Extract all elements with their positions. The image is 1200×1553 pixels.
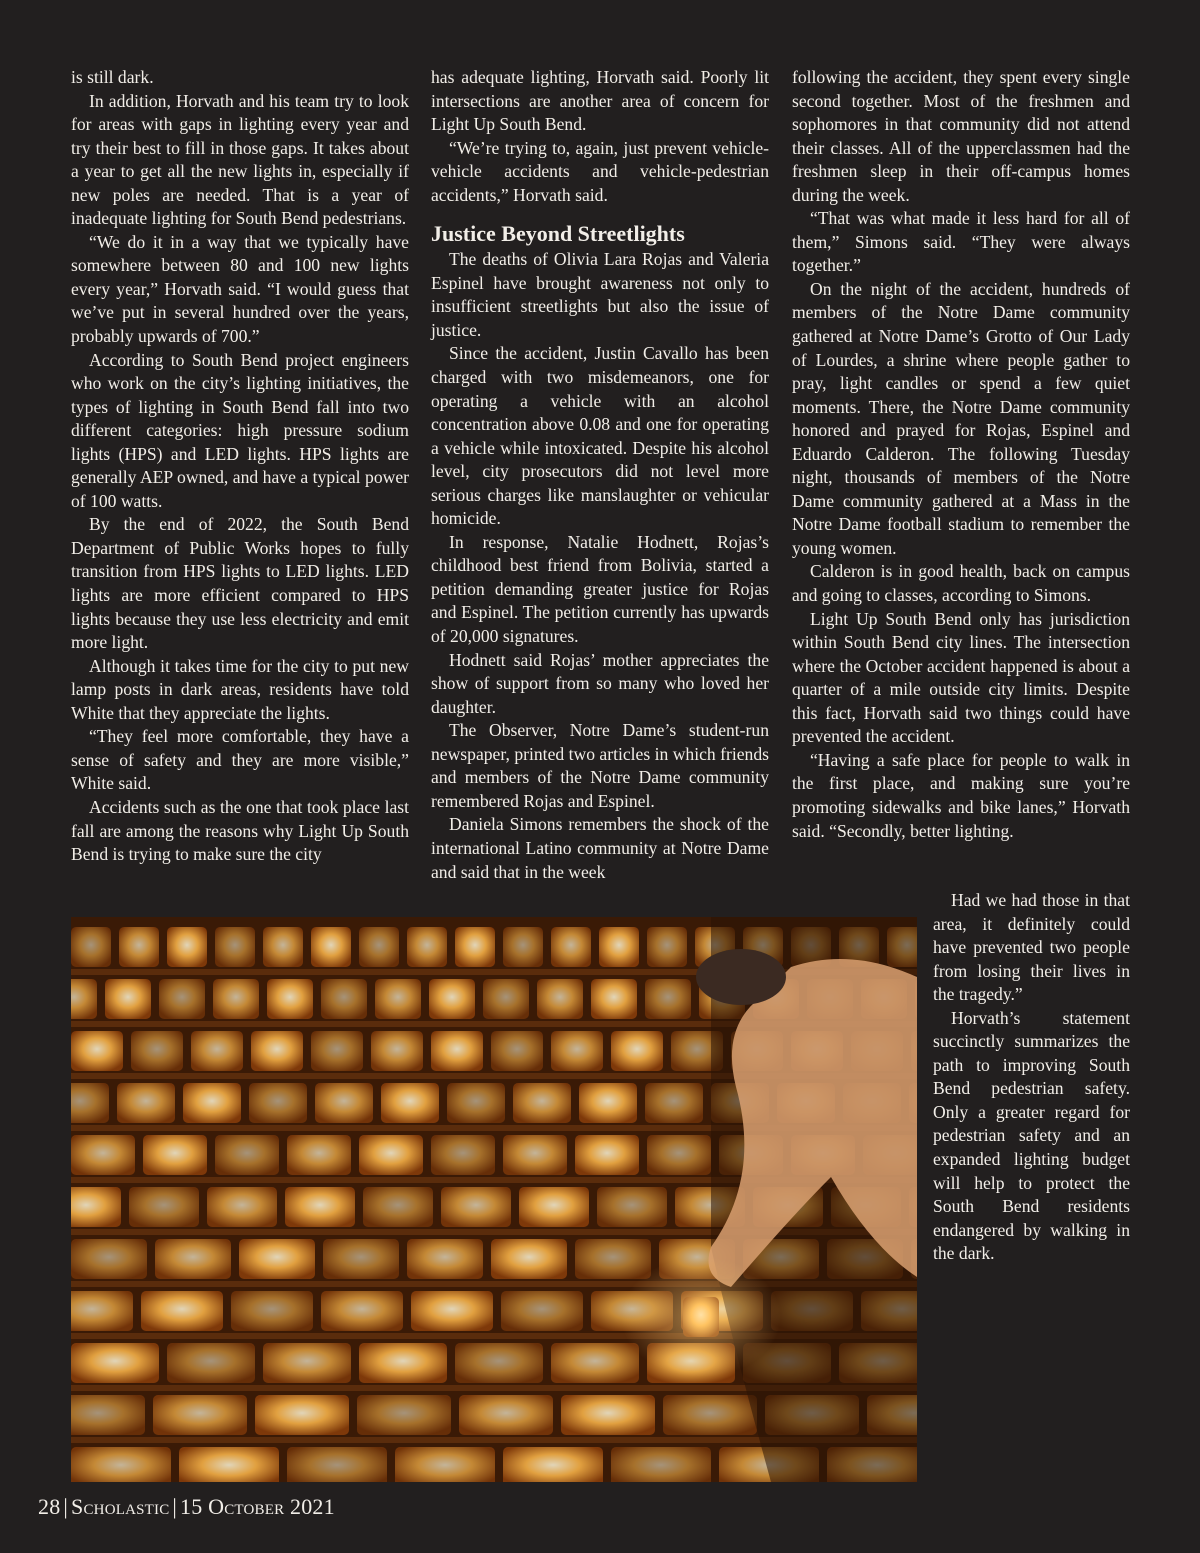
paragraph: “We’re trying to, again, just prevent vehicle-vehicle accidents and vehicle-pedestrian accidents,” Horvath said.	[431, 137, 769, 205]
candle	[491, 1031, 543, 1071]
paragraph: Since the accident, Justin Cavallo has been charged with two misdemeanors, one for operating a vehicle with an alcohol concentration above 0.08 and one for operating a vehicle while intoxicated. Despite his alcohol level, city prosecutors did not level more serious charges like manslaughter or vehicular homicide.	[431, 343, 769, 529]
candle	[375, 979, 421, 1019]
candle	[129, 1187, 199, 1227]
candle	[71, 1395, 145, 1435]
person-hat	[696, 949, 786, 1005]
section-subhead: Justice Beyond Streetlights	[431, 221, 685, 247]
candle	[179, 1447, 279, 1482]
paragraph: “They feel more comfortable, they have a sense of safety and they are more visible,” White said.	[71, 726, 409, 794]
column-2-intro	[431, 66, 769, 207]
candle	[503, 1135, 567, 1175]
paragraph: The Observer, Notre Dame’s student-run newspaper, printed two articles in which friends and members of the Notre Dame community remembered Rojas and Espinel.	[431, 720, 769, 811]
candle	[267, 979, 313, 1019]
candle	[255, 1395, 349, 1435]
paragraph: By the end of 2022, the South Bend Department of Public Works hopes to fully transition from HPS lights to LED lights. LED lights are more efficient compared to HPS lights because they use less electricity and emit more light.	[71, 514, 409, 653]
candle	[513, 1083, 571, 1123]
candle	[503, 927, 543, 967]
page-footer	[38, 1494, 335, 1520]
page-number: 28	[38, 1494, 61, 1519]
candle	[119, 927, 159, 967]
candle	[287, 1135, 351, 1175]
publication-name: Scholastic	[71, 1494, 170, 1519]
candle	[215, 1135, 279, 1175]
candle	[263, 927, 303, 967]
paragraph: Calderon is in good health, back on campus and going to classes, according to Simons.	[792, 561, 1130, 606]
paragraph: Accidents such as the one that took place last fall are among the reasons why Light Up South Bend is trying to make sure the city	[71, 796, 409, 865]
candle	[153, 1395, 247, 1435]
candle	[231, 1291, 313, 1331]
candle	[363, 1187, 433, 1227]
candle	[321, 1291, 403, 1331]
candle	[131, 1031, 183, 1071]
candle	[315, 1083, 373, 1123]
candle	[591, 979, 637, 1019]
candle	[239, 1239, 315, 1279]
candle	[71, 1447, 171, 1482]
paragraph: “That was what made it less hard for all of them,” Simons said. “They were always together.”	[792, 208, 1130, 276]
candle	[407, 1239, 483, 1279]
candle	[191, 1031, 243, 1071]
candle	[663, 1395, 757, 1435]
candle	[501, 1291, 583, 1331]
candle	[311, 927, 351, 967]
candle	[459, 1395, 553, 1435]
candle	[561, 1395, 655, 1435]
candle	[519, 1187, 589, 1227]
candle	[551, 927, 591, 967]
candle	[579, 1083, 637, 1123]
candle-vigil-photo	[71, 917, 917, 1482]
candle	[71, 1031, 123, 1071]
candle	[611, 1031, 663, 1071]
candle	[447, 1083, 505, 1123]
candle	[599, 927, 639, 967]
paragraph: According to South Bend project engineers who work on the city’s lighting initiatives, the types of lighting in South Bend fall into two different categories: high pressure sodium lights (HPS) and LED lights. HPS lights are generally AEP owned, and have a typical power of 100 watts.	[71, 349, 409, 511]
candle	[503, 1447, 603, 1482]
paragraph: On the night of the accident, hundreds of members of the Notre Dame community gathered at Notre Dame’s Grotto of Our Lady of Lourdes, a shrine where people gather to pray, light candles or spend a few quiet moments. There, the Notre Dame community honored and prayed for Rojas, Espinel and Eduardo Calderon. The following Tuesday night, thousands of members of the Notre Dame community gathered at a Mass in the Notre Dame football stadium to remember the young women.	[792, 278, 1130, 558]
candle	[71, 1135, 135, 1175]
candle	[645, 979, 691, 1019]
candle	[71, 1343, 159, 1383]
paragraph: Daniela Simons remembers the shock of the international Latino community at Notre Dame and said that in the week	[431, 814, 769, 882]
candle	[551, 1031, 603, 1071]
paragraph: Horvath’s statement succinctly summarizes the path to improving South Bend pedestrian safety. Only a greater regard for pedestrian safety and an expanded lighting budget will help to protect the South Bend residents endangered by walking in the dark.	[933, 1007, 1130, 1264]
candle	[215, 927, 255, 967]
paragraph: Hodnett said Rojas’ mother appreciates the show of support from so many who loved her daughter.	[431, 649, 769, 717]
candle	[431, 1135, 495, 1175]
column-2-body	[431, 248, 769, 884]
candle	[381, 1083, 439, 1123]
article-column-1	[71, 66, 409, 867]
candle	[167, 1343, 255, 1383]
candle	[155, 1239, 231, 1279]
candle-halo	[621, 1257, 781, 1377]
candle	[167, 927, 207, 967]
paragraph: Although it takes time for the city to put new lamp posts in dark areas, residents have told White that they appreciate the lights.	[71, 655, 409, 723]
candle	[285, 1187, 355, 1227]
candle	[141, 1291, 223, 1331]
candle	[359, 1343, 447, 1383]
paragraph: In response, Natalie Hodnett, Rojas’s childhood best friend from Bolivia, started a petition demanding greater justice for Rojas and Espinel. The petition currently has upwards of 20,000 signatures.	[431, 531, 769, 647]
candle	[611, 1447, 711, 1482]
paragraph: Light Up South Bend only has jurisdiction within South Bend city lines. The intersection where the October accident happened is about a quarter of a mile outside city limits. Despite this fact, Horvath said two things could have prevented the accident.	[792, 608, 1130, 747]
paragraph: “We do it in a way that we typically have somewhere between 80 and 100 new lights every year,” Horvath said. “I would guess that we’ve put in several hundred over the years, probably upwards of 700.”	[71, 231, 409, 347]
candle	[357, 1395, 451, 1435]
paragraph: following the accident, they spent every single second together. Most of the freshmen and sophomores in that community did not attend their classes. All of the upperclassmen had the freshmen sleep in their off-campus homes during the week.	[792, 67, 1130, 205]
candle	[575, 1135, 639, 1175]
candle	[395, 1447, 495, 1482]
candle	[71, 1083, 109, 1123]
candle	[575, 1239, 651, 1279]
candle	[483, 979, 529, 1019]
paragraph: is still dark.	[71, 67, 154, 87]
candle	[597, 1187, 667, 1227]
paragraph: The deaths of Olivia Lara Rojas and Valeria Espinel have brought awareness not only to insufficient streetlights but also the issue of justice.	[431, 249, 769, 340]
footer-divider: |	[172, 1494, 178, 1519]
candle	[311, 1031, 363, 1071]
article-column-3	[792, 66, 1130, 843]
candle	[429, 979, 475, 1019]
paragraph: has adequate lighting, Horvath said. Poorly lit intersections are another area of concern for Light Up South Bend.	[431, 67, 769, 135]
candles-illustration	[71, 917, 917, 1482]
candle	[359, 1135, 423, 1175]
candle	[455, 1343, 543, 1383]
candle	[411, 1291, 493, 1331]
issue-date: 15 October 2021	[180, 1494, 335, 1519]
candle	[71, 927, 111, 967]
candle	[645, 1083, 703, 1123]
candle	[647, 1135, 711, 1175]
candle	[491, 1239, 567, 1279]
candle	[371, 1031, 423, 1071]
candle	[71, 1187, 121, 1227]
candle	[321, 979, 367, 1019]
candle	[183, 1083, 241, 1123]
candle	[71, 1239, 147, 1279]
candle	[207, 1187, 277, 1227]
candle	[71, 979, 97, 1019]
candle	[213, 979, 259, 1019]
candle	[249, 1083, 307, 1123]
candle	[117, 1083, 175, 1123]
candle	[537, 979, 583, 1019]
candle	[71, 1291, 133, 1331]
candle	[105, 979, 151, 1019]
candle	[407, 927, 447, 967]
paragraph: “Having a safe place for people to walk in the first place, and making sure you’re promoting sidewalks and bike lanes,” Horvath said. “Secondly, better lighting.	[792, 749, 1130, 841]
candle	[647, 927, 687, 967]
candle	[551, 1343, 639, 1383]
article-column-3-wrap	[933, 889, 1130, 1266]
candle	[359, 927, 399, 967]
candle	[323, 1239, 399, 1279]
paragraph: Had we had those in that area, it definitely could have prevented two people from losing their lives in the tragedy.”	[933, 890, 1130, 1005]
candle	[287, 1447, 387, 1482]
candle	[143, 1135, 207, 1175]
candle	[159, 979, 205, 1019]
footer-divider: |	[63, 1494, 69, 1519]
candle	[455, 927, 495, 967]
candle	[431, 1031, 483, 1071]
paragraph: In addition, Horvath and his team try to look for areas with gaps in lighting every year and try their best to fill in those gaps. It takes about a year to get all the new lights in, especially if new poles are needed. That is a year of inadequate lighting for South Bend pedestrians.	[71, 90, 409, 229]
candle	[441, 1187, 511, 1227]
candle	[263, 1343, 351, 1383]
article-column-2	[431, 66, 769, 884]
candle	[251, 1031, 303, 1071]
